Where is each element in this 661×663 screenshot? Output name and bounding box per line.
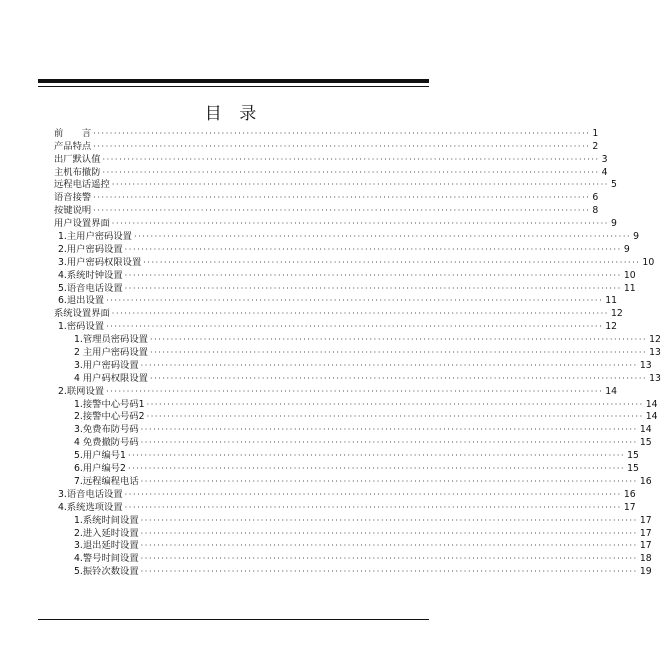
top-rule-thin bbox=[38, 86, 429, 87]
toc-entry-page: 10 bbox=[642, 256, 655, 268]
toc-entry-label: 出厂默认值 bbox=[54, 153, 101, 165]
toc-leader-dots: ························································································································ bbox=[140, 438, 638, 448]
toc-entry[interactable] bbox=[54, 462, 639, 475]
toc-entry[interactable] bbox=[54, 166, 608, 179]
toc-leader-dots: ························································································································ bbox=[93, 141, 591, 151]
toc-entry-label: 5.振铃次数设置 bbox=[74, 566, 139, 578]
toc-entry-page: 9 bbox=[610, 218, 617, 230]
toc-entry-page: 13 bbox=[649, 347, 661, 359]
toc-entry[interactable] bbox=[54, 540, 652, 553]
toc-leader-dots: ························································································································ bbox=[146, 412, 644, 422]
toc-entry[interactable] bbox=[54, 411, 658, 424]
toc-entry[interactable] bbox=[54, 191, 599, 204]
toc-entry-page: 3 bbox=[601, 153, 608, 165]
toc-entry-label: 3.用户密码权限设置 bbox=[58, 256, 142, 268]
toc-leader-dots: ························································································································ bbox=[127, 451, 626, 461]
toc-entry-label: 1.接警中心号码1 bbox=[74, 398, 145, 410]
toc-leader-dots: ························································································································ bbox=[93, 193, 591, 203]
toc-leader-dots: ························································································································ bbox=[140, 515, 638, 525]
toc-leader-dots: ························································································································ bbox=[140, 541, 638, 551]
toc-entry[interactable] bbox=[54, 552, 652, 565]
toc-leader-dots: ························································································································ bbox=[124, 502, 622, 512]
toc-entry-label: 4 用户码权限设置 bbox=[74, 372, 148, 384]
toc-leader-dots: ························································································································ bbox=[93, 206, 591, 216]
toc-entry[interactable] bbox=[54, 359, 652, 372]
toc-entry-label: 2.联网设置 bbox=[58, 385, 105, 397]
toc-entry-label: 5.用户编号1 bbox=[74, 450, 126, 462]
toc-entry-label: 3.语音电话设置 bbox=[58, 488, 123, 500]
toc-entry-label: 7.远程编程电话 bbox=[74, 475, 139, 487]
toc-leader-dots: ························································································································ bbox=[106, 386, 604, 396]
toc-entry-page: 16 bbox=[623, 488, 636, 500]
toc-entry-page: 17 bbox=[623, 501, 636, 513]
toc-entry-page: 9 bbox=[623, 243, 630, 255]
toc-entry-label: 4.警号时间设置 bbox=[74, 553, 139, 565]
toc-entry[interactable] bbox=[54, 385, 618, 398]
toc-leader-dots: ························································································································ bbox=[133, 232, 632, 242]
toc-entry[interactable] bbox=[54, 282, 636, 295]
toc-entry-label: 3.免费布防号码 bbox=[74, 424, 139, 436]
toc-entry-page: 14 bbox=[645, 398, 658, 410]
toc-entry-page: 19 bbox=[639, 566, 652, 578]
toc-entry-label: 主机布撤防 bbox=[54, 166, 101, 178]
toc-leader-dots: ························································································································ bbox=[140, 425, 638, 435]
table-of-contents bbox=[54, 127, 661, 578]
toc-entry[interactable] bbox=[54, 398, 658, 411]
toc-entry-page: 11 bbox=[623, 282, 636, 294]
toc-entry-label: 远程电话遥控 bbox=[54, 179, 110, 191]
toc-entry-page: 14 bbox=[605, 385, 618, 397]
toc-entry-page: 13 bbox=[639, 359, 652, 371]
toc-entry-page: 4 bbox=[601, 166, 608, 178]
toc-entry[interactable] bbox=[54, 436, 652, 449]
toc-leader-dots: ························································································································ bbox=[140, 528, 638, 538]
toc-entry-label: 前 言 bbox=[54, 127, 92, 139]
toc-entry-page: 14 bbox=[639, 424, 652, 436]
toc-entry-page: 12 bbox=[610, 308, 623, 320]
toc-entry-label: 产品特点 bbox=[54, 140, 92, 152]
toc-entry-label: 4 免费撤防号码 bbox=[74, 437, 139, 449]
toc-entry[interactable] bbox=[54, 140, 599, 153]
bottom-rule bbox=[38, 619, 429, 620]
page-title: 目 录 bbox=[204, 104, 263, 124]
toc-entry-label: 1.系统时间设置 bbox=[74, 514, 139, 526]
toc-entry[interactable] bbox=[54, 307, 623, 320]
toc-entry-page: 15 bbox=[627, 450, 639, 462]
toc-entry-label: 4.系统选项设置 bbox=[58, 501, 123, 513]
toc-entry-page: 11 bbox=[605, 295, 618, 307]
toc-entry-label: 2.接警中心号码2 bbox=[74, 411, 145, 423]
toc-leader-dots: ························································································································ bbox=[106, 322, 604, 332]
toc-entry-label: 3.退出延时设置 bbox=[74, 540, 139, 552]
toc-entry-page: 15 bbox=[627, 463, 639, 475]
toc-leader-dots: ························································································································ bbox=[140, 554, 638, 564]
toc-leader-dots: ························································································································ bbox=[111, 219, 609, 229]
toc-entry[interactable] bbox=[54, 269, 636, 282]
toc-entry-label: 按键说明 bbox=[54, 205, 92, 217]
toc-entry-label: 4.系统时钟设置 bbox=[58, 269, 123, 281]
toc-leader-dots: ························································································································ bbox=[102, 154, 600, 164]
toc-entry[interactable] bbox=[54, 256, 655, 269]
toc-entry-page: 17 bbox=[639, 514, 652, 526]
toc-entry[interactable] bbox=[54, 204, 599, 217]
toc-entry[interactable] bbox=[54, 179, 617, 192]
toc-entry[interactable] bbox=[54, 230, 640, 243]
toc-entry[interactable] bbox=[54, 527, 652, 540]
toc-entry-page: 17 bbox=[639, 540, 652, 552]
toc-leader-dots: ························································································································ bbox=[124, 283, 622, 293]
toc-entry[interactable] bbox=[54, 243, 630, 256]
toc-entry[interactable] bbox=[54, 372, 661, 385]
toc-entry[interactable] bbox=[54, 346, 661, 359]
toc-leader-dots: ························································································································ bbox=[149, 373, 648, 383]
toc-entry-label: 2 主用户密码设置 bbox=[74, 347, 148, 359]
toc-entry[interactable] bbox=[54, 501, 636, 514]
toc-entry-page: 17 bbox=[639, 527, 652, 539]
toc-entry-page: 2 bbox=[592, 140, 599, 152]
toc-entry-page: 5 bbox=[610, 179, 617, 191]
toc-entry-page: 18 bbox=[639, 553, 652, 565]
toc-entry-page: 12 bbox=[605, 321, 618, 333]
toc-entry[interactable] bbox=[54, 217, 617, 230]
toc-entry-label: 5.语音电话设置 bbox=[58, 282, 123, 294]
toc-entry[interactable] bbox=[54, 333, 661, 346]
toc-entry[interactable] bbox=[54, 320, 618, 333]
toc-entry-label: 2.用户密码设置 bbox=[58, 243, 123, 255]
toc-entry[interactable] bbox=[54, 423, 652, 436]
toc-entry-label: 3.用户密码设置 bbox=[74, 359, 139, 371]
toc-leader-dots: ························································································································ bbox=[127, 464, 626, 474]
toc-entry-page: 6 bbox=[592, 192, 599, 204]
toc-entry[interactable] bbox=[54, 488, 636, 501]
toc-leader-dots: ························································································································ bbox=[102, 167, 600, 177]
toc-entry-label: 1.密码设置 bbox=[58, 321, 105, 333]
toc-entry[interactable] bbox=[54, 449, 639, 462]
toc-leader-dots: ························································································································ bbox=[140, 476, 638, 486]
toc-entry-label: 6.用户编号2 bbox=[74, 463, 126, 475]
toc-leader-dots: ························································································································ bbox=[124, 244, 622, 254]
toc-entry-page: 14 bbox=[645, 411, 658, 423]
toc-entry-page: 15 bbox=[639, 437, 652, 449]
toc-entry[interactable] bbox=[54, 153, 608, 166]
toc-entry[interactable] bbox=[54, 295, 618, 308]
toc-leader-dots: ························································································································ bbox=[140, 567, 638, 577]
toc-leader-dots: ························································································································ bbox=[140, 360, 638, 370]
toc-entry-label: 2.进入延时设置 bbox=[74, 527, 139, 539]
toc-entry-page: 8 bbox=[592, 205, 599, 217]
toc-entry-label: 语音接警 bbox=[54, 192, 92, 204]
toc-entry[interactable] bbox=[54, 127, 599, 140]
toc-entry-page: 12 bbox=[649, 334, 661, 346]
toc-entry[interactable] bbox=[54, 475, 652, 488]
toc-entry-page: 1 bbox=[592, 127, 599, 139]
toc-leader-dots: ························································································································ bbox=[143, 257, 641, 267]
top-rule-thick bbox=[38, 79, 429, 83]
toc-entry-page: 13 bbox=[649, 372, 661, 384]
toc-leader-dots: ························································································································ bbox=[106, 296, 604, 306]
toc-leader-dots: ························································································································ bbox=[111, 180, 609, 190]
toc-entry-label: 1.主用户密码设置 bbox=[58, 231, 132, 243]
toc-leader-dots: ························································································································ bbox=[124, 270, 622, 280]
toc-leader-dots: ························································································································ bbox=[111, 309, 609, 319]
toc-entry-page: 10 bbox=[623, 269, 636, 281]
toc-entry-page: 16 bbox=[639, 475, 652, 487]
toc-entry[interactable] bbox=[54, 514, 652, 527]
toc-leader-dots: ························································································································ bbox=[124, 489, 622, 499]
toc-entry-label: 1.管理员密码设置 bbox=[74, 334, 148, 346]
toc-entry-label: 6.退出设置 bbox=[58, 295, 105, 307]
toc-leader-dots: ························································································································ bbox=[93, 128, 591, 138]
toc-leader-dots: ························································································································ bbox=[146, 399, 644, 409]
toc-entry-label: 系统设置界面 bbox=[54, 308, 110, 320]
toc-entry[interactable] bbox=[54, 565, 652, 578]
toc-leader-dots: ························································································································ bbox=[149, 348, 648, 358]
toc-leader-dots: ························································································································ bbox=[149, 335, 648, 345]
toc-entry-label: 用户设置界面 bbox=[54, 218, 110, 230]
toc-entry-page: 9 bbox=[633, 231, 640, 243]
